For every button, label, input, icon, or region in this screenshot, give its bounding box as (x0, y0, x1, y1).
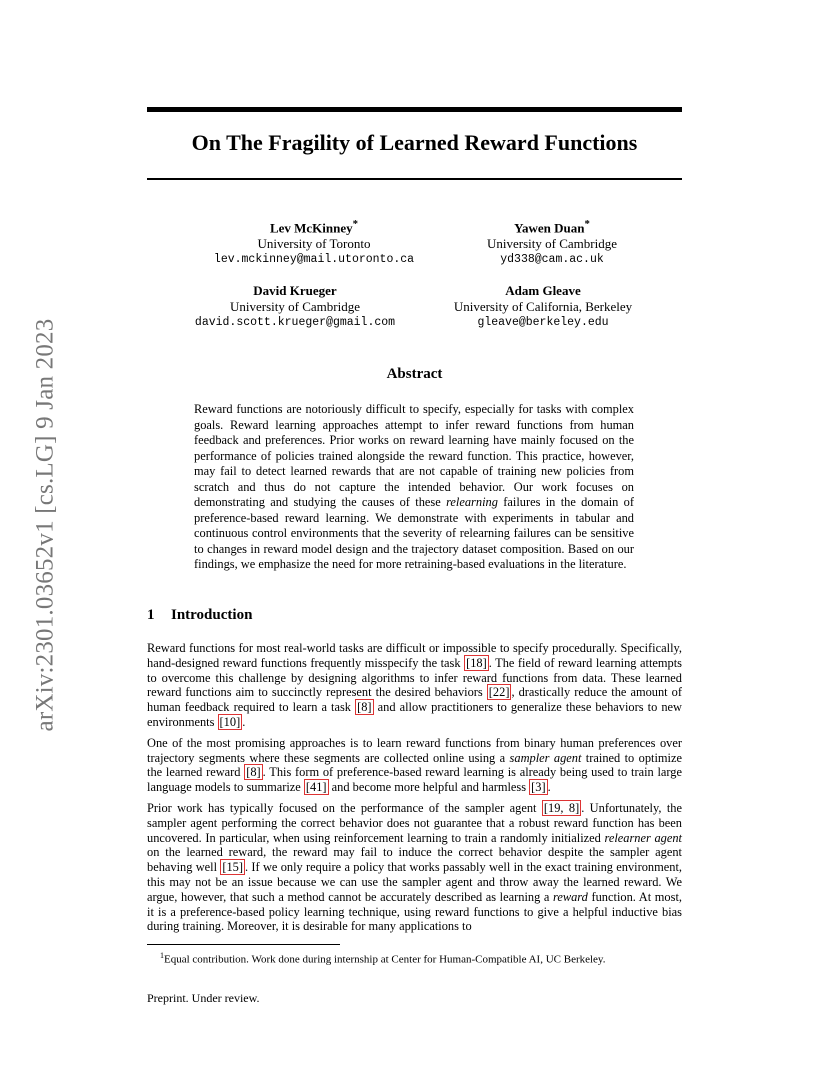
author-name: Lev McKinney (269, 220, 353, 236)
section-heading: 1 Introduction (147, 607, 253, 623)
abstract-text: Reward functions are notoriously difficult to specify, especially for tasks with complex goals. Reward learning approaches attempt to infer reward functions from human feedback and preferences. Prior works on reward learning have mainly focused on the performance of policies trained alongside the reward function. This practice, however, may fail to detect learned rewards that are not capable of training new policies from scratch and thus do not capture the intended behavior. Our work focuses on demonstrating and studying the causes of these relearning failures in the domain of preference-based reward learning. We demonstrate with experiments in tabular and continuous control environments that the severity of relearning failures can be sensitive to changes in reward model design and the trajectory dataset composition. Based on our findings, we emphasize the need for more retraining-based evaluations in the literature. (194, 402, 635, 571)
equal-contrib-mark: * (352, 218, 359, 230)
author-email[interactable]: yd338@cam.ac.uk (500, 253, 604, 267)
author-name: Yawen Duan (514, 220, 585, 236)
abstract-heading: Abstract (386, 366, 443, 382)
citation-link[interactable]: [8] (357, 700, 372, 715)
title-rule-bottom (147, 178, 682, 180)
body-text (147, 641, 682, 940)
author-email[interactable]: lev.mckinney@mail.utoronto.ca (213, 253, 415, 267)
footnote: $^1$Equal contribution. Work done during internship at Center for Human-Compatible AI, UC Berkeley. (160, 951, 606, 966)
author-block (184, 216, 444, 268)
author-affiliation: University of Toronto (257, 236, 371, 252)
citation-link[interactable]: [19, 8] (543, 800, 580, 815)
citation-link[interactable]: [22] (488, 685, 510, 700)
citation-link[interactable]: [3] (531, 780, 546, 795)
equal-contrib-mark: * (584, 218, 590, 230)
paper-title: On The Fragility of Learned Reward Functions (191, 130, 638, 155)
citation-link[interactable]: [41] (305, 780, 327, 795)
preprint-note: Preprint. Under review. (147, 991, 260, 1005)
author-name: Adam Gleave (505, 283, 581, 298)
author-affiliation: University of Cambridge (487, 236, 617, 252)
author-affiliation: University of California, Berkeley (453, 299, 633, 314)
paragraph: Prior work has typically focused on the performance of the sampler agent [19, 8] . Unfortunately, the sampler agent performing the correct behavior does not guarantee that a robust reward function has been uncovered. In particular, when using reinforcement learning to train a randomly initialized relearner agent on the learned reward, the reward may fail to induce the correct behavior despite the sampler agent behaving well [15] . If we only require a policy that works passably well in the exact training environment, this may not be an issue because we can use the sampler agent and throw away the learned reward. We argue, however, that such a method cannot be accurately described as learning a reward function. At most, it is a preference-based policy learning technique, using reward functions to give a helpful inductive bias during training. Moreover, it is desirable for many applications to (147, 800, 682, 934)
footnote-rule (147, 944, 340, 945)
citation-link[interactable]: [15] (222, 860, 244, 875)
citation-link[interactable]: [10] (219, 714, 241, 729)
title-rule-top (147, 107, 682, 112)
author-block (165, 283, 425, 331)
citation-link[interactable]: [18] (466, 655, 487, 670)
paragraph: Reward functions for most real-world tasks are difficult or impossible to specify procedurally. Specifically, hand-designed reward functions frequently misspecify the task [18] . The field of reward learning attempts to overcome this challenge by designing algorithms to infer reward functions from data. These learned reward functions aim to succinctly represent the desired behaviors [22] , drastically reduce the amount of human feedback required to learn a task [8] and allow practitioners to generalize these behaviors to new environments [10] . (147, 641, 682, 729)
author-name: David Krueger (253, 283, 337, 298)
author-block (422, 216, 682, 268)
paragraph: One of the most promising approaches is to learn reward functions from binary human preferences over trajectory segments where these segments are collected online using a sampler agent trained to optimize the learned reward [8] . This form of preference-based reward learning is already being used to train large language models to summarize [41] and become more helpful and harmless [3] . (147, 735, 682, 795)
author-block (413, 283, 673, 331)
author-email[interactable]: david.scott.krueger@gmail.com (194, 316, 396, 329)
citation-link[interactable]: [8] (246, 765, 261, 780)
arxiv-stamp: arXiv:2301.03652v1 [cs.LG] 9 Jan 2023 (31, 318, 58, 732)
author-email[interactable]: gleave@berkeley.edu (477, 316, 609, 329)
author-affiliation: University of Cambridge (230, 299, 360, 314)
